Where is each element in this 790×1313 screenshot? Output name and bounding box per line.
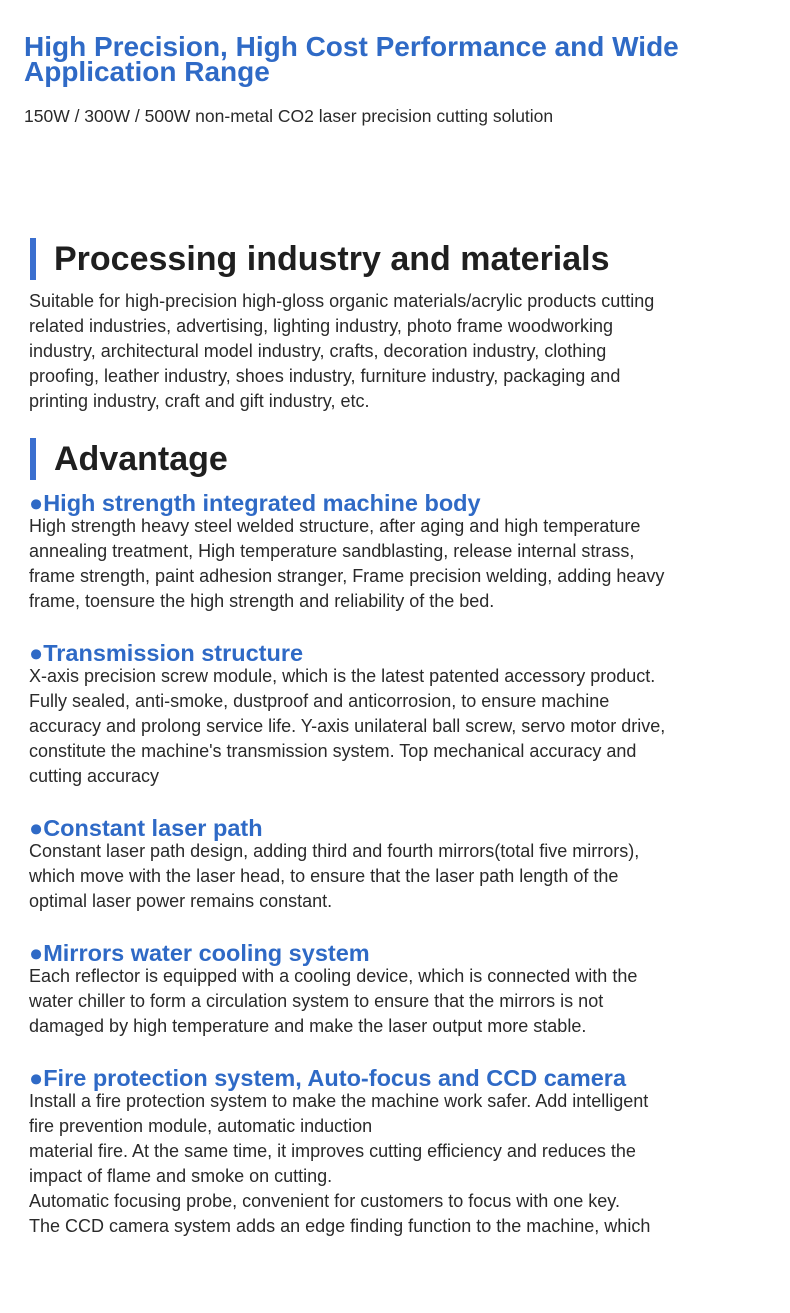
advantage-item-description <box>29 514 759 614</box>
heading-accent-bar <box>30 438 36 480</box>
processing-heading <box>30 238 610 280</box>
advantage-item-title: ●Mirrors water cooling system <box>29 940 370 966</box>
advantage-line: High strength heavy steel welded structure, after aging and high temperature <box>29 516 641 536</box>
advantage-line: fire prevention module, automatic induction <box>29 1116 373 1136</box>
processing-line: printing industry, craft and gift industry, etc. <box>29 391 370 411</box>
advantage-line: damaged by high temperature and make the laser output more stable. <box>29 1016 587 1036</box>
advantage-line: optimal laser power remains constant. <box>29 891 333 911</box>
advantage-line: X-axis precision screw module, which is the latest patented accessory product. <box>29 666 656 686</box>
advantage-line: frame strength, paint adhesion stranger, Frame precision welding, adding heavy <box>29 566 665 586</box>
heading-accent-bar <box>30 238 36 280</box>
advantage-item-title: ●High strength integrated machine body <box>29 490 481 516</box>
advantage-line: impact of flame and smoke on cutting. <box>29 1166 333 1186</box>
advantage-line: water chiller to form a circulation system to ensure that the mirrors is not <box>29 991 604 1011</box>
advantage-line: Automatic focusing probe, convenient for customers to focus with one key. <box>29 1191 620 1211</box>
advantage-item-title: ●Fire protection system, Auto-focus and CCD camera <box>29 1065 627 1091</box>
advantage-item-title: ●Transmission structure <box>29 640 304 666</box>
advantage-heading <box>30 438 228 480</box>
advantage-line: annealing treatment, High temperature sandblasting, release internal strass, <box>29 541 635 561</box>
processing-description <box>29 289 759 414</box>
advantage-line: Constant laser path design, adding third and fourth mirrors(total five mirrors), <box>29 841 640 861</box>
processing-line: Suitable for high-precision high-gloss organic materials/acrylic products cutting <box>29 291 655 311</box>
advantage-line: Fully sealed, anti-smoke, dustproof and anticorrosion, to ensure machine <box>29 691 610 711</box>
advantage-line: accuracy and prolong service life. Y-axis unilateral ball screw, servo motor drive, <box>29 716 666 736</box>
processing-line: proofing, leather industry, shoes industry, furniture industry, packaging and <box>29 366 621 386</box>
hero-subtitle: 150W / 300W / 500W non-metal CO2 laser precision cutting solution <box>24 106 554 126</box>
processing-line: related industries, advertising, lighting industry, photo frame woodworking <box>29 316 613 336</box>
advantage-line: material fire. At the same time, it improves cutting efficiency and reduces the <box>29 1141 636 1161</box>
advantage-item-description <box>29 964 759 1039</box>
advantage-line: Install a fire protection system to make the machine work safer. Add intelligent <box>29 1091 649 1111</box>
advantage-line: The CCD camera system adds an edge finding function to the machine, which <box>29 1216 651 1236</box>
advantage-line: which move with the laser head, to ensure that the laser path length of the <box>29 866 619 886</box>
advantage-item-description <box>29 839 759 914</box>
processing-heading-text: Processing industry and materials <box>54 240 610 278</box>
processing-line: industry, architectural model industry, crafts, decoration industry, clothing <box>29 341 607 361</box>
advantage-line: frame, toensure the high strength and reliability of the bed. <box>29 591 495 611</box>
advantage-line: cutting accuracy <box>29 766 160 786</box>
advantage-heading-text: Advantage <box>54 440 228 478</box>
advantage-line: Each reflector is equipped with a cooling device, which is connected with the <box>29 966 638 986</box>
advantage-item-title: ●Constant laser path <box>29 815 263 841</box>
hero-title: High Precision, High Cost Performance and Wide Application Range <box>24 31 679 87</box>
advantage-item-description <box>29 664 759 789</box>
advantage-item-description <box>29 1089 759 1239</box>
advantage-line: constitute the machine's transmission system. Top mechanical accuracy and <box>29 741 637 761</box>
